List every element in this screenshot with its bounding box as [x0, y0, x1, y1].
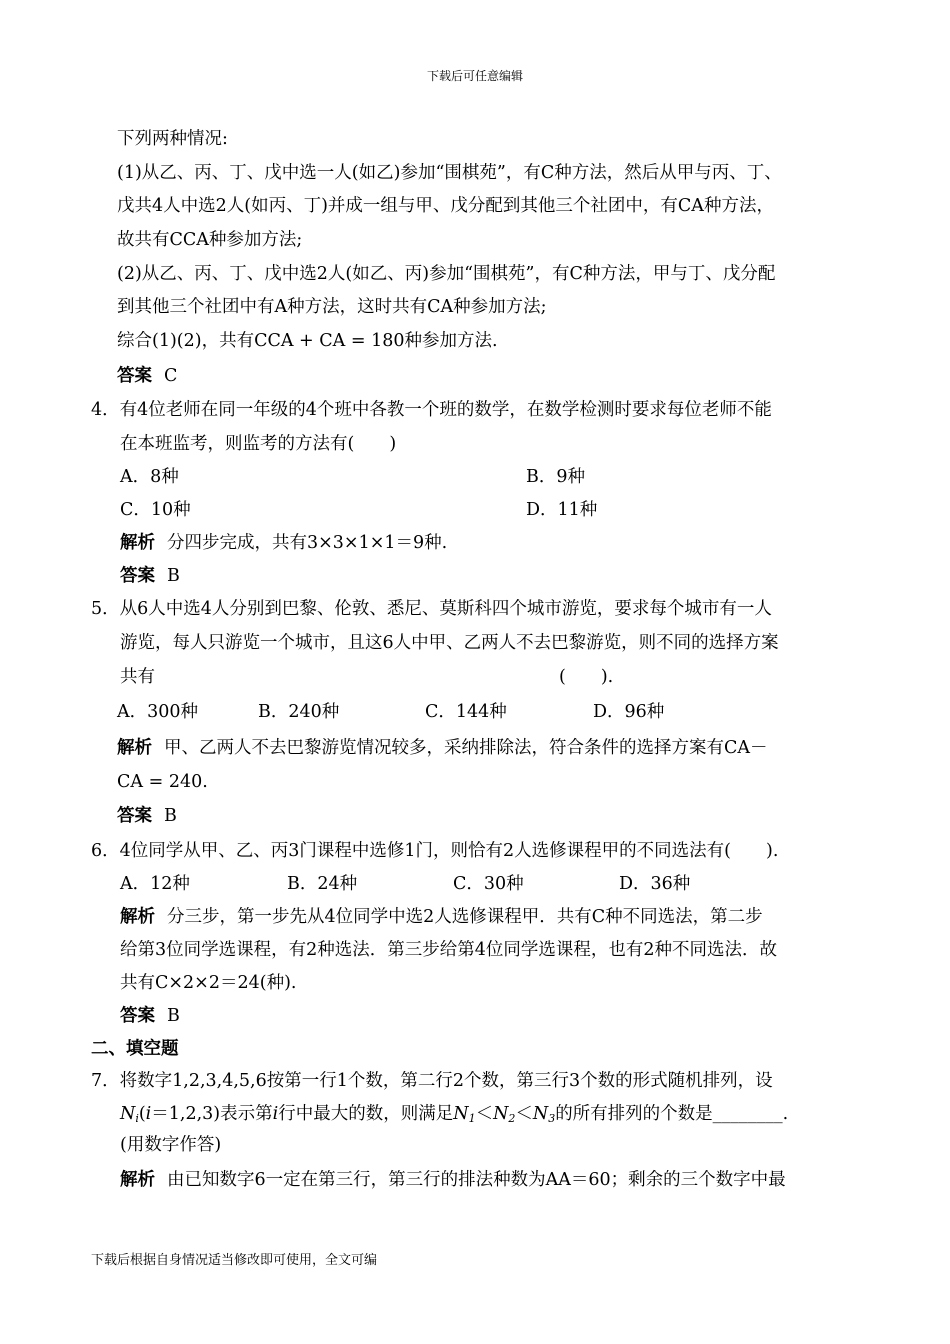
answer-value: B	[164, 806, 177, 826]
analysis-text: 分四步完成，共有3×3×1×1＝9种.	[167, 533, 448, 553]
option-b: B．24种	[287, 874, 358, 894]
analysis-line	[120, 909, 763, 927]
option-a: A．8种	[120, 467, 179, 487]
answer-label: 答案	[120, 1006, 155, 1026]
option-c: C．30种	[453, 874, 524, 894]
answer-paren: ( ).	[559, 667, 614, 687]
question-text: 共有	[120, 667, 155, 687]
answer-label: 答案	[117, 366, 152, 386]
option-d: D．96种	[593, 702, 665, 722]
analysis-label: 解析	[120, 1170, 155, 1190]
page-footer: 下载后根据自身情况适当修改即可使用，全文可编	[91, 1253, 378, 1268]
analysis-text: 给第3位同学选课程，有2种选法．第三步给第4位同学选课程，也有2种不同选法．故	[120, 940, 778, 960]
answer-line	[117, 808, 177, 826]
option-c: C．10种	[120, 500, 191, 520]
text-line: 下列两种情况:	[117, 129, 228, 149]
text-line: (1)从乙、丙、丁、戊中选一人(如乙)参加“围棋苑”，有C种方法，然后从甲与丙、丁、	[117, 163, 782, 183]
option-d: D．36种	[619, 874, 691, 894]
answer-value: B	[167, 1006, 180, 1026]
text-line: 到其他三个社团中有A种方法，这时共有CA种参加方法;	[117, 297, 547, 317]
option-d: D．11种	[526, 500, 598, 520]
question-5: 5．从6人中选4人分别到巴黎、伦敦、悉尼、莫斯科四个城市游览，要求每个城市有一人	[91, 599, 772, 619]
analysis-text: CA = 240.	[117, 772, 208, 792]
section-heading: 二、填空题	[91, 1039, 179, 1059]
page-header: 下载后可任意编辑	[426, 69, 523, 83]
option-a: A．300种	[117, 702, 199, 722]
option-c: C．144种	[425, 702, 507, 722]
answer-line	[120, 1008, 180, 1026]
analysis-line	[120, 1172, 786, 1190]
answer-value: C	[164, 366, 178, 386]
analysis-label: 解析	[117, 738, 152, 758]
question-6: 6．4位同学从甲、乙、丙3门课程中选修1门，则恰有2人选修课程甲的不同选法有( ).	[91, 841, 779, 861]
option-a: A．12种	[120, 874, 190, 894]
question-text: 游览，每人只游览一个城市，且这6人中甲、乙两人不去巴黎游览，则不同的选择方案	[120, 633, 779, 653]
option-b: B．240种	[258, 702, 340, 722]
text-line: 戊共4人中选2人(如丙、丁)并成一组与甲、戊分配到其他三个社团中，有CA种方法，	[117, 196, 774, 216]
question-7: 7．将数字1,2,3,4,5,6按第一行1个数，第二行2个数，第三行3个数的形式随机排列，设	[91, 1071, 773, 1091]
analysis-text: 分三步，第一步先从4位同学中选2人选修课程甲．共有C种不同选法，第二步	[167, 907, 763, 927]
text-line: 综合(1)(2)，共有CCA + CA = 180种参加方法.	[117, 331, 498, 351]
analysis-line	[117, 740, 768, 758]
analysis-text: 甲、乙两人不去巴黎游览情况较多，采纳排除法，符合条件的选择方案有CA－	[164, 738, 768, 758]
analysis-text: 共有C×2×2＝24(种).	[120, 973, 297, 993]
answer-value: B	[167, 566, 180, 586]
analysis-label: 解析	[120, 907, 155, 927]
question-4: 4．有4位老师在同一年级的4个班中各教一个班的数学，在数学检测时要求每位老师不能	[91, 400, 772, 420]
option-b: B．9种	[526, 467, 585, 487]
answer-label: 答案	[117, 806, 152, 826]
analysis-label: 解析	[120, 533, 155, 553]
text-line: (2)从乙、丙、丁、戊中选2人(如乙、丙)参加“围棋苑”，有C种方法，甲与丁、戊分配	[117, 264, 776, 284]
answer-line	[117, 368, 177, 386]
question-text: 在本班监考，则监考的方法有( )	[120, 434, 397, 454]
question-text: $N_i(i=1,2,3)$表示第i行中最大的数，则满足$N_1<N_2<N_3$的所有排列的个数是________.	[120, 1104, 789, 1125]
analysis-text: 由已知数字6一定在第三行，第三行的排法种数为AA＝60；剩余的三个数字中最	[167, 1170, 786, 1190]
analysis-line	[120, 535, 447, 553]
question-text: (用数字作答)	[120, 1135, 222, 1155]
answer-line	[120, 568, 180, 586]
text-line: 故共有CCA种参加方法;	[117, 230, 303, 250]
answer-label: 答案	[120, 566, 155, 586]
